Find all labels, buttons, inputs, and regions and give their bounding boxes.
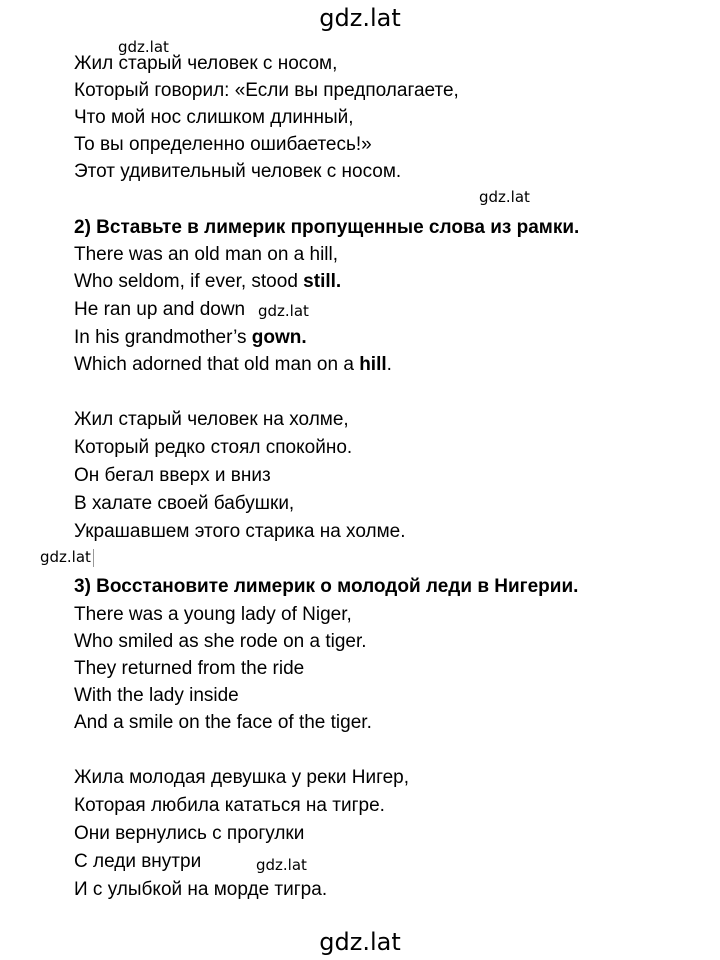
- poem-line: With the lady inside: [74, 685, 239, 706]
- poem-line: Who smiled as she rode on a tiger.: [74, 631, 367, 652]
- section-heading: 3) Восстановите лимерик о молодой леди в Нигерии.: [74, 576, 579, 597]
- poem-line: Which adorned that old man on a hill.: [74, 354, 392, 375]
- watermark-inline: gdz.lat: [479, 188, 530, 206]
- translation-line: Жила молодая девушка у реки Нигер,: [74, 767, 409, 788]
- text-line: Этот удивительный человек с носом.: [74, 161, 402, 182]
- translation-line: Украшавшем этого старика на холме.: [74, 521, 406, 542]
- text-line: Жил старый человек с носом,: [74, 53, 338, 74]
- text-line: То вы определенно ошибаетесь!»: [74, 134, 372, 155]
- translation-line: Жил старый человек на холме,: [74, 409, 349, 430]
- watermark-inline: gdz.lat: [118, 38, 169, 56]
- text-line: Который говорил: «Если вы предполагаете,: [74, 80, 459, 101]
- poem-line: There was an old man on a hill,: [74, 244, 339, 265]
- watermark-top: gdz.lat: [319, 4, 401, 32]
- translation-line: С леди внутри: [74, 851, 202, 872]
- filled-word: gown.: [251, 327, 307, 348]
- watermark-bottom: gdz.lat: [319, 928, 401, 956]
- filled-word: still.: [303, 271, 342, 292]
- watermark-inline: gdz.lat: [258, 302, 309, 320]
- translation-line: Которая любила кататься на тигре.: [74, 795, 385, 816]
- text-line: Что мой нос слишком длинный,: [74, 107, 354, 128]
- watermark-inline: gdz.lat: [40, 548, 94, 567]
- translation-line: Они вернулись с прогулки: [74, 823, 305, 844]
- translation-line: И с улыбкой на морде тигра.: [74, 879, 328, 900]
- poem-line: There was a young lady of Niger,: [74, 604, 352, 625]
- poem-line: He ran up and down: [74, 299, 246, 320]
- translation-line: В халате своей бабушки,: [74, 493, 295, 514]
- section-heading: 2) Вставьте в лимерик пропущенные слова из рамки.: [74, 217, 580, 238]
- poem-line: They returned from the ride: [74, 658, 305, 679]
- translation-line: Который редко стоял спокойно.: [74, 437, 353, 458]
- filled-word: hill: [359, 354, 387, 375]
- poem-line: Who seldom, if ever, stood still.: [74, 271, 342, 292]
- poem-line: And a smile on the face of the tiger.: [74, 712, 372, 733]
- watermark-inline: gdz.lat: [256, 856, 307, 874]
- poem-line: In his grandmother’s gown.: [74, 327, 307, 348]
- translation-line: Он бегал вверх и вниз: [74, 465, 271, 486]
